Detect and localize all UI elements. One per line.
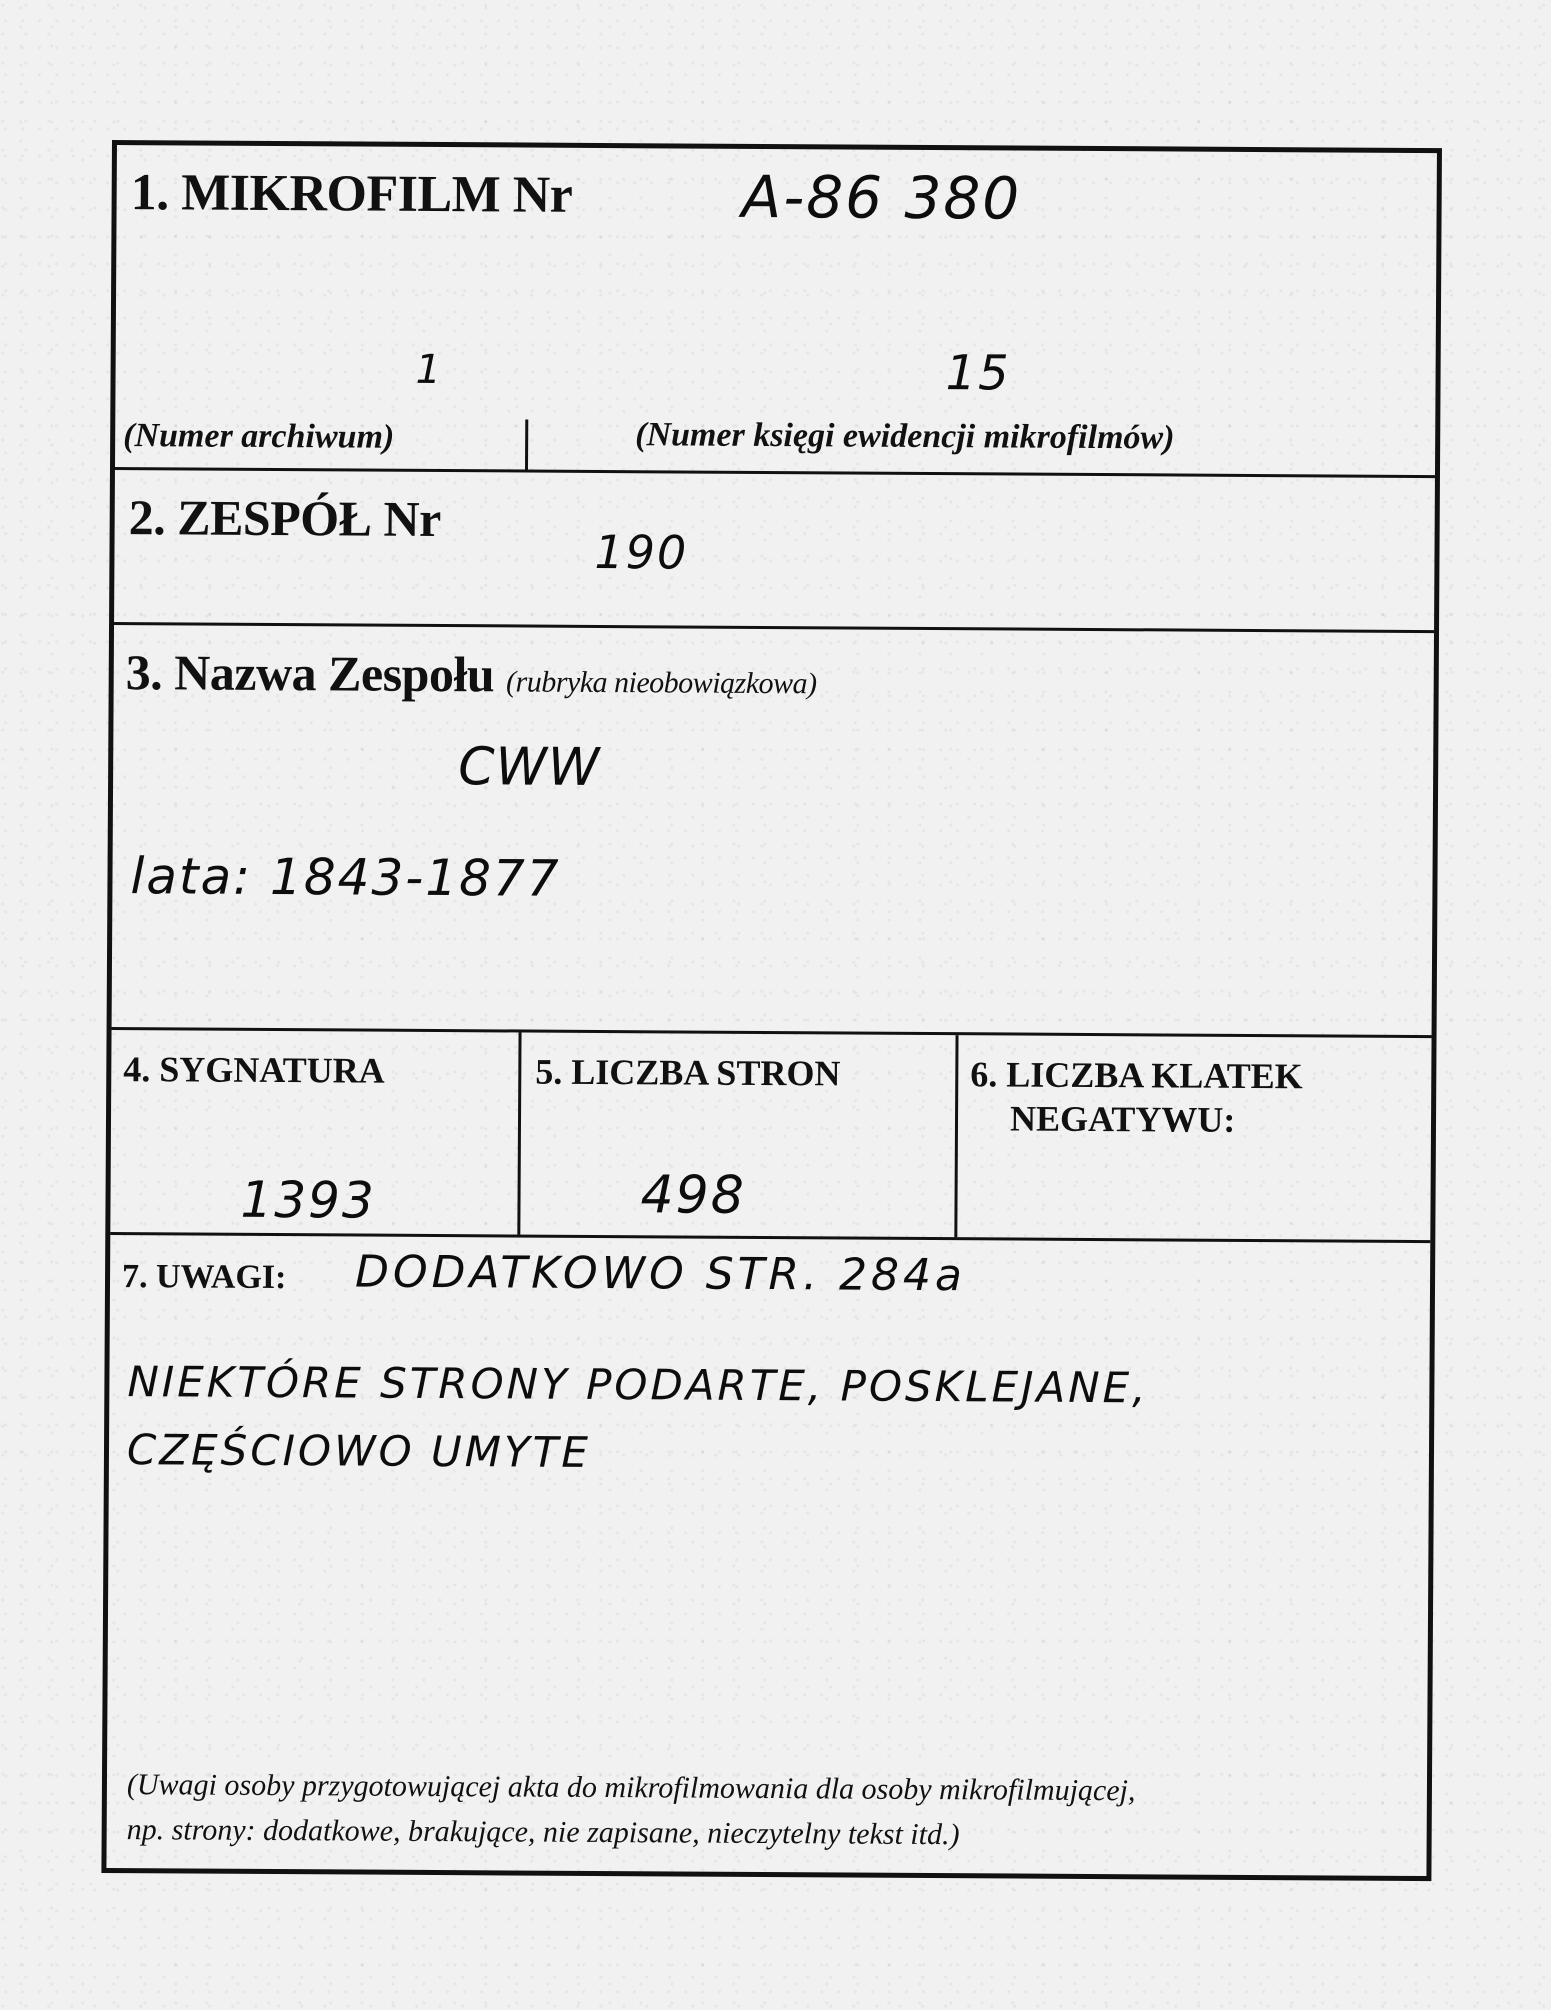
- negative-frames-label-line1: 6. LICZBA KLATEK: [970, 1054, 1303, 1097]
- signature-label: 4. SYGNATURA: [123, 1049, 385, 1091]
- fonds-name-optional-note: (rubryka nieobowiązkowa): [506, 665, 817, 701]
- microfilm-number-value[interactable]: A-86 380: [741, 162, 1022, 233]
- section-signature-pages-frames: [110, 1030, 1431, 1243]
- remarks-footnote-line2: np. strony: dodatkowe, brakujące, nie zapisane, nieczytelny tekst itd.): [126, 1813, 960, 1852]
- signature-cell: [110, 1030, 521, 1235]
- archive-number-value[interactable]: 1: [415, 346, 444, 394]
- remarks-label: 7. UWAGI:: [121, 1258, 287, 1297]
- section-fonds-name: [112, 625, 1434, 1038]
- register-caption: (Numer księgi ewidencji mikrofilmów): [635, 416, 1175, 457]
- fonds-name-label: [126, 643, 817, 705]
- fonds-number-label: 2. ZESPÓŁ Nr: [128, 489, 441, 548]
- remarks-line-3[interactable]: CZĘŚCIOWO UMYTE: [126, 1425, 591, 1477]
- section-fonds-number: [114, 470, 1435, 633]
- microfilm-form: [101, 140, 1442, 1881]
- remarks-footnote-line1: (Uwagi osoby przygotowującej akta do mikrofilmowania dla osoby mikrofilmującej,: [126, 1768, 1136, 1808]
- section-remarks: [106, 1235, 1430, 1876]
- section-microfilm-number: [115, 145, 1437, 478]
- archive-number-caption: (Numer archiwum): [123, 417, 395, 456]
- remarks-footnote: [127, 1762, 1408, 1860]
- negative-frames-cell: [957, 1035, 1431, 1240]
- page-count-value[interactable]: 498: [640, 1165, 747, 1226]
- page-count-label: 5. LICZBA STRON: [535, 1051, 841, 1094]
- negative-frames-label-line2: NEGATYWU:: [1009, 1098, 1236, 1140]
- microfilm-number-label: 1. MIKROFILM Nr: [130, 164, 573, 224]
- fonds-name-value[interactable]: CWW: [457, 737, 601, 798]
- caption-divider: [525, 420, 528, 470]
- fonds-years-value[interactable]: lata: 1843-1877: [130, 847, 561, 908]
- fonds-number-value[interactable]: 190: [594, 524, 689, 580]
- register-number-value[interactable]: 15: [945, 345, 1011, 402]
- page-count-cell: [520, 1033, 958, 1238]
- remarks-line-2[interactable]: NIEKTÓRE STRONY PODARTE, POSKLEJANE,: [127, 1357, 1149, 1413]
- remarks-line-1[interactable]: DODATKOWO STR. 284a: [354, 1246, 967, 1302]
- signature-value[interactable]: 1393: [240, 1170, 376, 1230]
- fonds-name-label-text: 3. Nazwa Zespołu: [125, 644, 495, 703]
